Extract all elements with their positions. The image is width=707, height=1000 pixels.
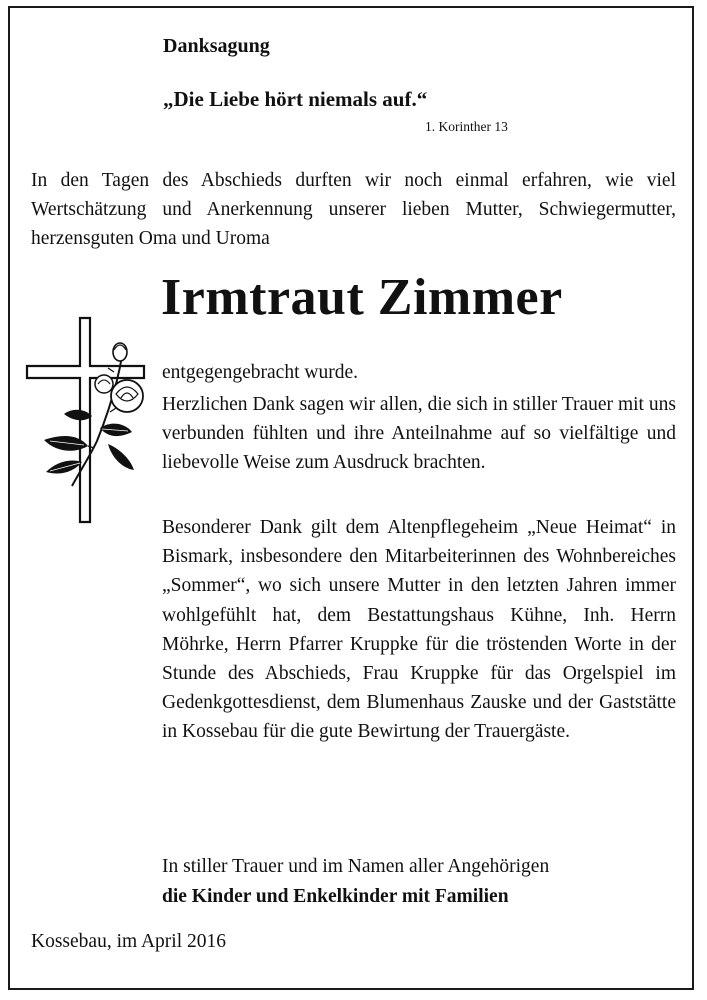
body-paragraph: Besonderer Dank gilt dem Altenpflegeheim „Neue Heimat“ in Bismark, insbesondere den Mitarbeiterinnen des Wohnbereiches „Sommer“, wo sich unsere Mutter in den letzten Jahren immer wohlgefühlt hat, dem Bestattungshaus Kühne, Inh. Herrn Möhrke, Herrn Pfarrer Kruppke für die tröstenden Worte in der Stunde des Abschieds, Frau Kruppke für das Orgelspiel im Gedenkgottesdienst, dem Blumenhaus Zauske und der Gaststätte in Kossebau für die gute Bewirtung der Trauergäste. xyxy=(162,517,676,743)
body-paragraph: entgegengebracht wurde. xyxy=(162,362,358,383)
bible-quote: „Die Liebe hört niemals auf.“ xyxy=(163,87,428,111)
body-paragraph: Herzlichen Dank sagen wir allen, die sich in stiller Trauer mit uns verbunden fühlten und ihre Anteilnahme auf so vielfältige und liebevolle Weise zum Ausdruck brachten. xyxy=(162,394,676,474)
closing-line: In stiller Trauer und im Namen aller Angehörigen xyxy=(162,856,550,877)
notice-title: Danksagung xyxy=(163,35,270,57)
cross-with-rose-icon xyxy=(22,316,152,526)
intro-paragraph: In den Tagen des Abschieds durften wir noch einmal erfahren, wie viel Wertschätzung und Anerkennung unserer lieben Mutter, Schwiegermutter, herzensguten Oma und Uroma xyxy=(31,170,676,249)
family-signature: die Kinder und Enkelkinder mit Familien xyxy=(162,886,509,907)
quote-source: 1. Korinther 13 xyxy=(425,119,508,134)
place-date: Kossebau, im April 2016 xyxy=(31,931,226,952)
deceased-name: Irmtraut Zimmer xyxy=(161,269,563,326)
closing-block xyxy=(162,852,549,912)
